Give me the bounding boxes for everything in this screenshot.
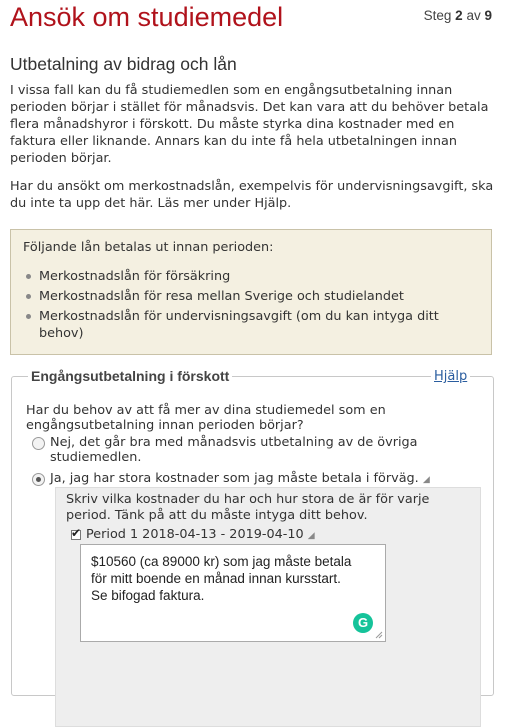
step-separator: av (466, 8, 481, 23)
info-box-heading: Följande lån betalas ut innan perioden: (23, 240, 274, 255)
radio-no[interactable] (32, 437, 45, 450)
merkostnad-paragraph: Har du ansökt om merkostnadslån, exempelvis för undervisningsavgift, ska du inte ta upp det här. Läs mer under Hjälp. (10, 179, 494, 211)
radio-yes[interactable] (32, 473, 45, 486)
costs-textarea-value[interactable]: $10560 (ca 89000 kr) som jag måste betala för mitt boende en månad innan kursstart. Se bifogad faktura. (91, 554, 352, 603)
details-instruction: Skriv vilka kostnader du har och hur stora de är för varje period. Tänk på att du måste intyga ditt behov. (66, 492, 430, 523)
period-label (86, 527, 315, 542)
details-panel (55, 487, 481, 727)
radio-yes-row[interactable] (50, 471, 430, 488)
list-item: Merkostnadslån för försäkring (25, 268, 485, 285)
help-link[interactable]: Hjälp (431, 369, 470, 384)
question-text: Har du behov av att få mer av dina studiemedel som en engångsutbetalning innan perioden börjar? (26, 403, 386, 433)
grammarly-icon[interactable]: G (353, 613, 373, 633)
step-current: 2 (455, 8, 463, 23)
page-title: Ansök om studiemedel (10, 2, 284, 32)
section-title: Utbetalning av bidrag och lån (10, 54, 237, 74)
radio-no-label[interactable]: Nej, det går bra med månadsvis utbetalning av de övriga studiemedlen. (50, 435, 418, 465)
fieldset-legend: Engångsutbetalning i förskott (28, 368, 232, 384)
radio-yes-label[interactable]: Ja, jag har stora kostnader som jag måste betala i förväg. (50, 471, 419, 486)
resize-grip-icon[interactable] (375, 631, 383, 639)
collapse-triangle-icon: ◢ (307, 531, 315, 541)
list-item: Merkostnadslån för undervisningsavgift (om du kan intyga ditt behov) (25, 308, 485, 342)
info-box-list (25, 268, 485, 345)
step-prefix: Steg (423, 8, 452, 23)
costs-textarea[interactable] (80, 544, 386, 642)
period-checkbox[interactable] (71, 526, 82, 540)
checkmark-icon: ✔ (71, 526, 82, 540)
advance-payment-fieldset (11, 368, 494, 696)
list-item: Merkostnadslån för resa mellan Sverige och studielandet (25, 288, 485, 305)
step-total: 9 (484, 8, 492, 23)
info-box (10, 229, 492, 355)
period-label-text: Period 1 2018-04-13 - 2019-04-10 (86, 527, 304, 542)
expand-triangle-icon: ◢ (422, 475, 430, 485)
step-indicator (424, 8, 492, 23)
intro-paragraph: I vissa fall kan du få studiemedlen som en engångsutbetalning innan perioden börjar i stället för månadsvis. Det kan vara att du behöver betala flera månadshyror i förskott. Du måste styrka dina kostnader med en faktura eller liknande. Annars kan du inte få hela utbetalningen innan perioden börjar. (10, 83, 489, 166)
